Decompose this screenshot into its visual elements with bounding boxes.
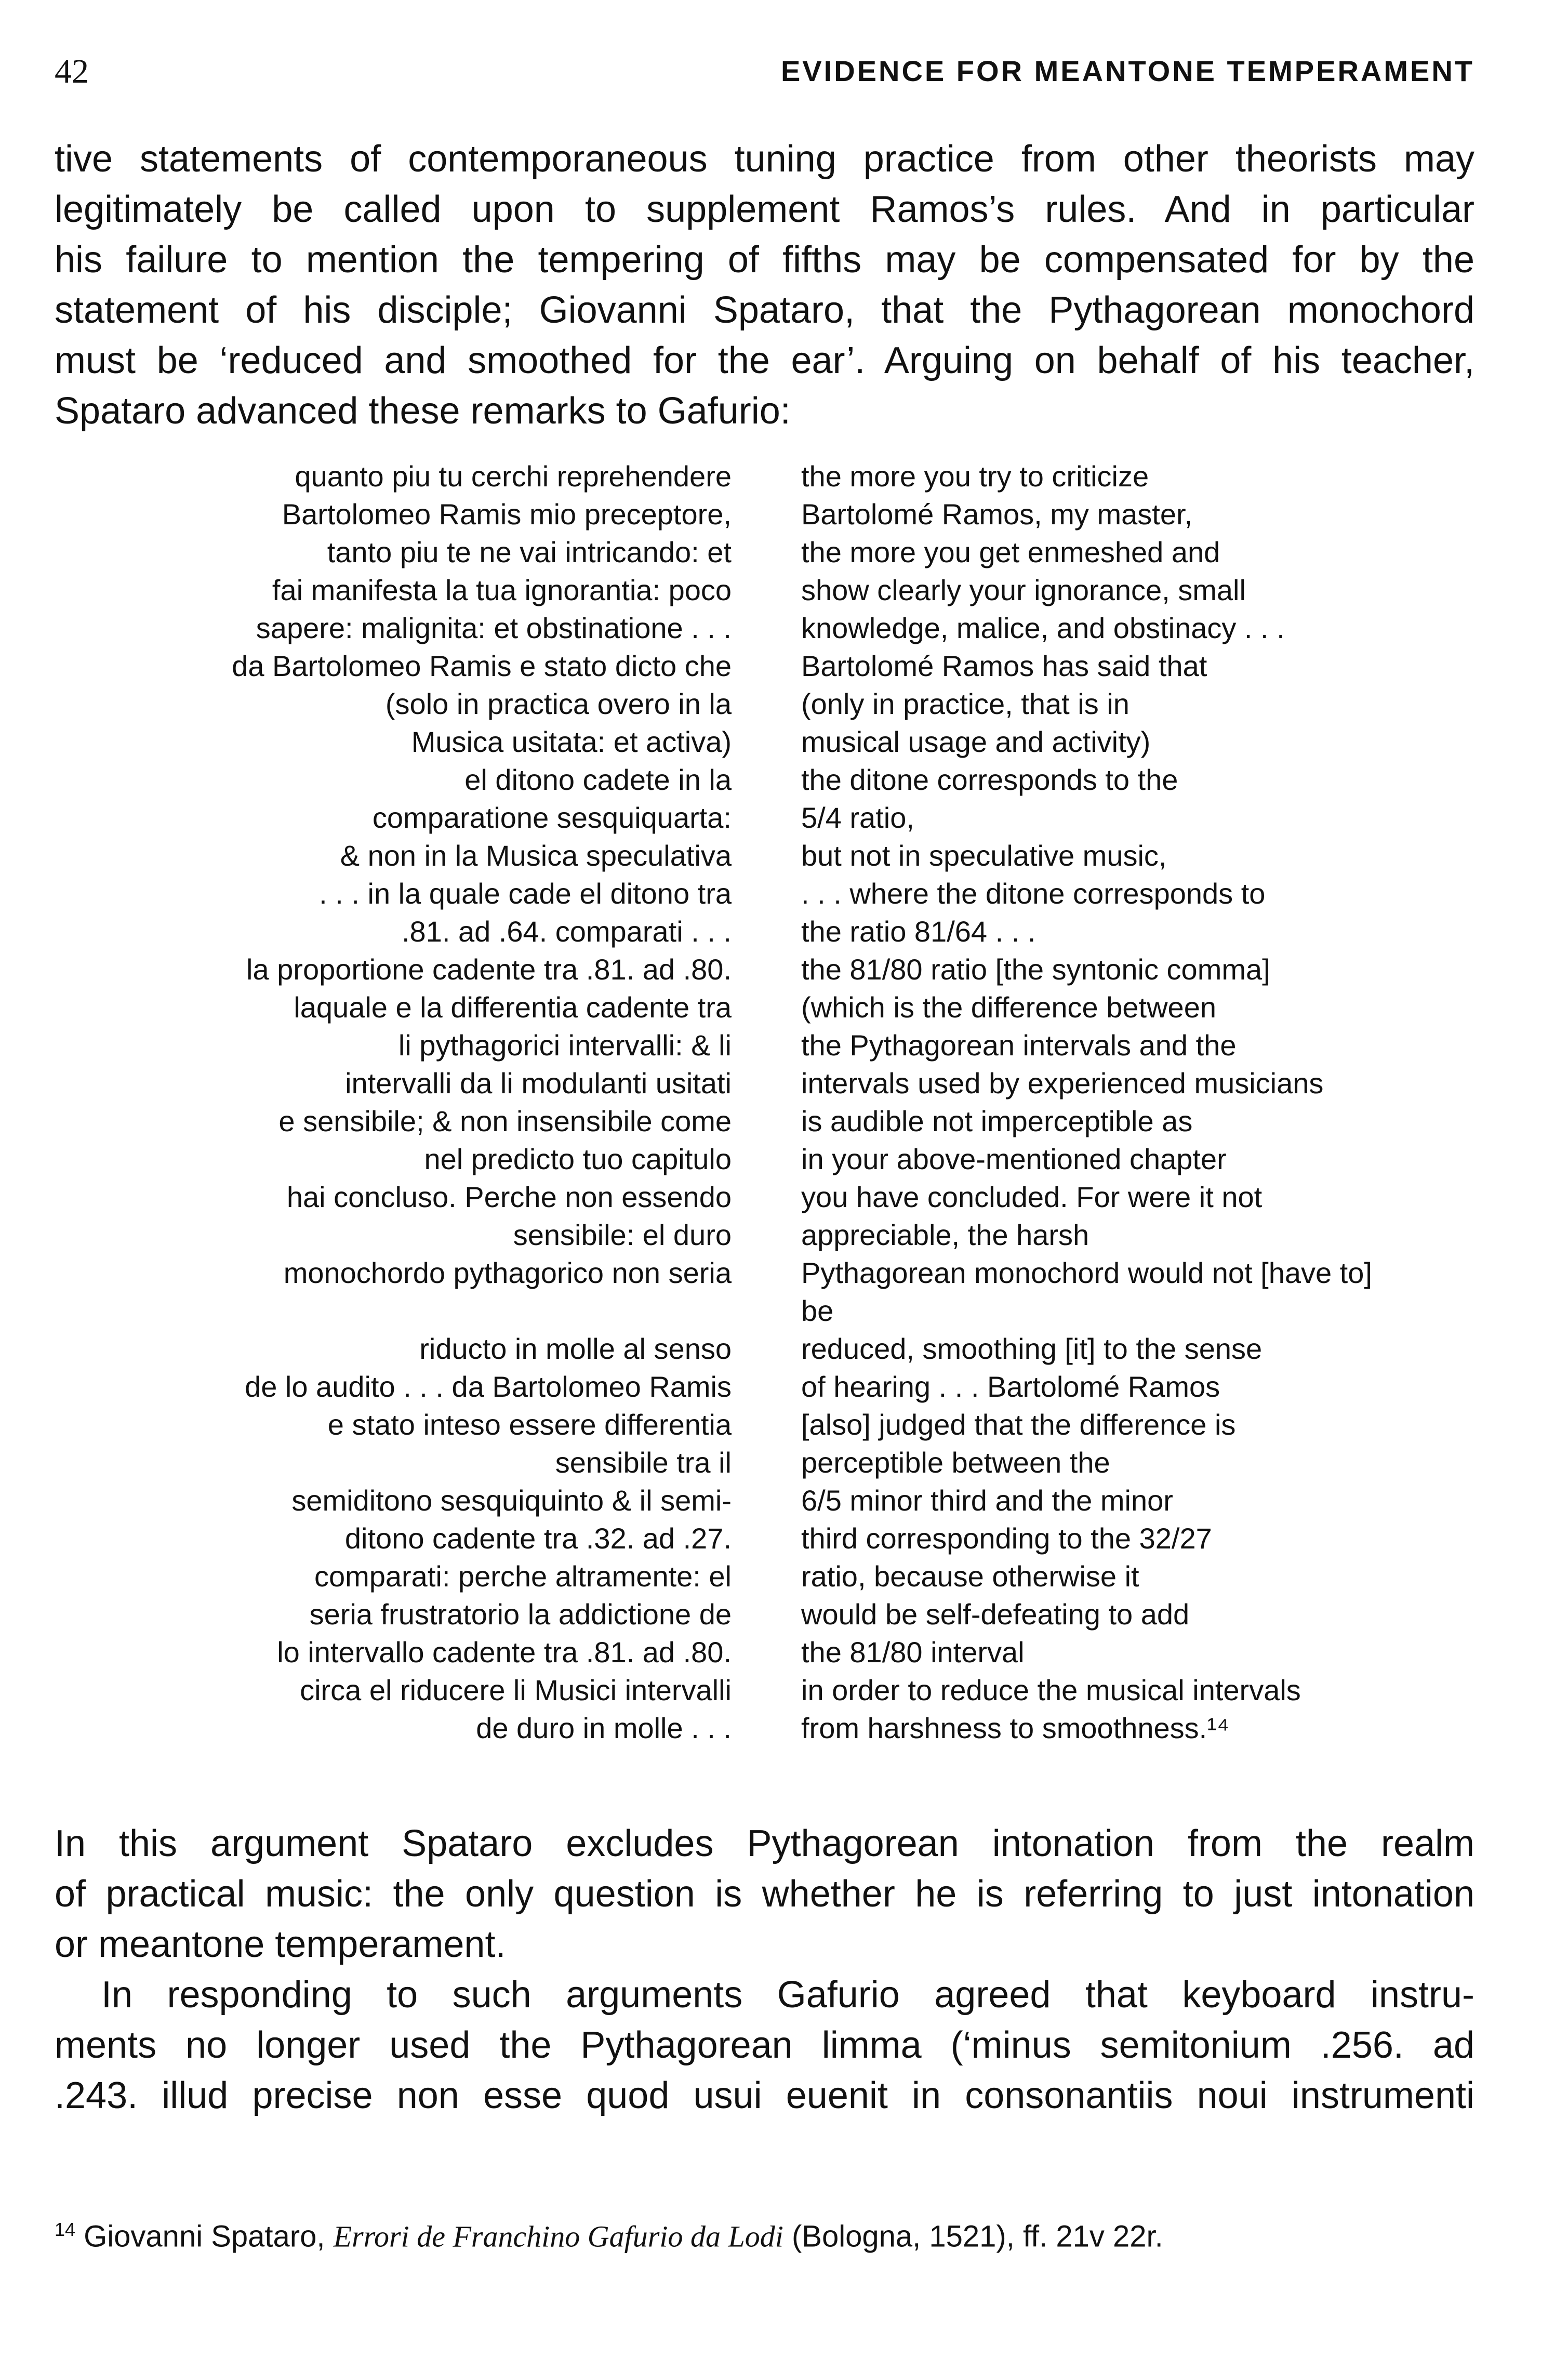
english-line: the ratio 81/64 . . . bbox=[801, 915, 1036, 948]
english-line: [also] judged that the difference is bbox=[801, 1408, 1236, 1441]
english-line: 6/5 minor third and the minor bbox=[801, 1484, 1173, 1517]
english-line: Pythagorean monochord would not [have to] bbox=[801, 1256, 1372, 1289]
english-line: 5/4 ratio, bbox=[801, 801, 914, 834]
body-line: In responding to such arguments Gafurio agreed that keyboard instru- bbox=[101, 1974, 1474, 2016]
english-line: but not in speculative music, bbox=[801, 839, 1167, 872]
english-line: would be self-defeating to add bbox=[801, 1598, 1190, 1631]
italian-line: . . . in la quale cade el ditono tra bbox=[319, 877, 732, 910]
english-line: the ditone corresponds to the bbox=[801, 763, 1178, 796]
page-number: 42 bbox=[55, 52, 89, 90]
english-line: ratio, because otherwise it bbox=[801, 1560, 1139, 1593]
footnote-author: Giovanni Spataro, bbox=[84, 2219, 325, 2254]
body-line: or meantone temperament. bbox=[55, 1924, 506, 1965]
italian-line: fai manifesta la tua ignorantia: poco bbox=[272, 574, 732, 606]
english-line: the more you try to criticize bbox=[801, 460, 1149, 493]
body-line: In this argument Spataro excludes Pythagorean intonation from the realm bbox=[55, 1823, 1474, 1864]
italian-line: la proportione cadente tra .81. ad .80. bbox=[246, 953, 732, 986]
italian-line: (solo in practica overo in la bbox=[385, 687, 732, 720]
english-line: intervals used by experienced musicians bbox=[801, 1067, 1324, 1100]
footnote-title: Errori de Franchino Gafurio da Lodi bbox=[333, 2219, 783, 2254]
english-line: the 81/80 interval bbox=[801, 1636, 1025, 1669]
english-line: (only in practice, that is in bbox=[801, 687, 1130, 720]
body-line: .243. illud precise non esse quod usui euenit in consonantiis noui instrumenti bbox=[55, 2075, 1474, 2116]
italian-line: de lo audito . . . da Bartolomeo Ramis bbox=[245, 1370, 732, 1403]
italian-line: de duro in molle . . . bbox=[476, 1712, 732, 1744]
english-line: you have concluded. For were it not bbox=[801, 1181, 1263, 1213]
english-line: knowledge, malice, and obstinacy . . . bbox=[801, 612, 1285, 644]
english-line: perceptible between the bbox=[801, 1446, 1110, 1479]
english-line: from harshness to smoothness.¹⁴ bbox=[801, 1712, 1229, 1744]
italian-line: .81. ad .64. comparati . . . bbox=[401, 915, 732, 948]
body-line: ments no longer used the Pythagorean limma (‘minus semitonium .256. ad bbox=[55, 2024, 1474, 2066]
english-line: . . . where the ditone corresponds to bbox=[801, 877, 1266, 910]
italian-line: comparatione sesquiquarta: bbox=[372, 801, 732, 834]
footnote bbox=[55, 2219, 1474, 2254]
italian-line: nel predicto tuo capitulo bbox=[424, 1143, 732, 1175]
italian-line: el ditono cadete in la bbox=[464, 763, 732, 796]
english-line: appreciable, the harsh bbox=[801, 1219, 1089, 1251]
italian-line: intervalli da li modulanti usitati bbox=[345, 1067, 732, 1100]
english-line: the Pythagorean intervals and the bbox=[801, 1029, 1237, 1062]
english-line: the more you get enmeshed and bbox=[801, 536, 1220, 568]
english-line: Bartolomé Ramos has said that bbox=[801, 650, 1207, 682]
italian-line: ditono cadente tra .32. ad .27. bbox=[344, 1522, 732, 1555]
english-line: third corresponding to the 32/27 bbox=[801, 1522, 1212, 1555]
italian-line: li pythagorici intervalli: & li bbox=[398, 1029, 732, 1062]
english-line: the 81/80 ratio [the syntonic comma] bbox=[801, 953, 1270, 986]
italian-line: quanto piu tu cerchi reprehendere bbox=[295, 460, 732, 493]
intro-paragraph bbox=[55, 134, 1474, 436]
english-line: (which is the difference between bbox=[801, 991, 1216, 1024]
english-line: show clearly your ignorance, small bbox=[801, 574, 1246, 606]
english-line: of hearing . . . Bartolomé Ramos bbox=[801, 1370, 1220, 1403]
body-paragraphs bbox=[55, 1819, 1474, 2121]
italian-line: sensibile tra il bbox=[555, 1446, 732, 1479]
italian-line: tanto piu te ne vai intricando: et bbox=[327, 536, 732, 568]
italian-line: comparati: perche altramente: el bbox=[314, 1560, 732, 1593]
italian-line: monochordo pythagorico non seria bbox=[283, 1256, 732, 1289]
intro-line: statement of his disciple; Giovanni Spataro, that the Pythagorean monochord bbox=[55, 289, 1474, 331]
italian-line: e sensibile; & non insensibile come bbox=[278, 1105, 732, 1137]
body-line: of practical music: the only question is whether he is referring to just intonation bbox=[55, 1873, 1474, 1915]
italian-line: e stato inteso essere differentia bbox=[327, 1408, 732, 1441]
english-line: in order to reduce the musical intervals bbox=[801, 1674, 1301, 1706]
italian-line: sensibile: el duro bbox=[513, 1219, 732, 1251]
running-head: EVIDENCE FOR MEANTONE TEMPERAMENT bbox=[780, 55, 1474, 87]
italian-line: riducto in molle al senso bbox=[419, 1332, 732, 1365]
italian-line: Musica usitata: et activa) bbox=[411, 725, 732, 758]
intro-line: his failure to mention the tempering of fifths may be compensated for by the bbox=[55, 239, 1474, 281]
intro-line: Spataro advanced these remarks to Gafurio: bbox=[55, 390, 791, 432]
italian-line: hai concluso. Perche non essendo bbox=[286, 1181, 732, 1213]
italian-line: & non in la Musica speculativa bbox=[340, 839, 732, 872]
parallel-quotation bbox=[0, 457, 1568, 1787]
italian-line: seria frustratorio la addictione de bbox=[309, 1598, 732, 1631]
italian-line: circa el riducere li Musici intervalli bbox=[300, 1674, 732, 1706]
intro-line: must be ‘reduced and smoothed for the ear’. Arguing on behalf of his teacher, bbox=[55, 340, 1474, 381]
italian-column bbox=[130, 457, 732, 1747]
english-column bbox=[801, 457, 1529, 1747]
english-line: reduced, smoothing [it] to the sense bbox=[801, 1332, 1263, 1365]
italian-line: Bartolomeo Ramis mio preceptore, bbox=[282, 498, 732, 531]
intro-line: tive statements of contemporaneous tuning practice from other theorists may bbox=[55, 138, 1474, 180]
english-line: is audible not imperceptible as bbox=[801, 1105, 1193, 1137]
italian-line: sapere: malignita: et obstinatione . . . bbox=[256, 612, 732, 644]
footnote-marker: 14 bbox=[55, 2219, 76, 2240]
italian-line bbox=[130, 1292, 732, 1330]
italian-line: laquale e la differentia cadente tra bbox=[294, 991, 732, 1024]
italian-line: semiditono sesquiquinto & il semi- bbox=[291, 1484, 732, 1517]
english-line: Bartolomé Ramos, my master, bbox=[801, 498, 1193, 531]
italian-line: da Bartolomeo Ramis e stato dicto che bbox=[232, 650, 732, 682]
intro-line: legitimately be called upon to supplement Ramos’s rules. And in particular bbox=[55, 189, 1474, 230]
english-line: in your above-mentioned chapter bbox=[801, 1143, 1227, 1175]
english-line: be bbox=[801, 1294, 834, 1327]
italian-line: lo intervallo cadente tra .81. ad .80. bbox=[277, 1636, 732, 1669]
footnote-rest: (Bologna, 1521), ff. 21v 22r. bbox=[791, 2219, 1163, 2254]
english-line: musical usage and activity) bbox=[801, 725, 1151, 758]
